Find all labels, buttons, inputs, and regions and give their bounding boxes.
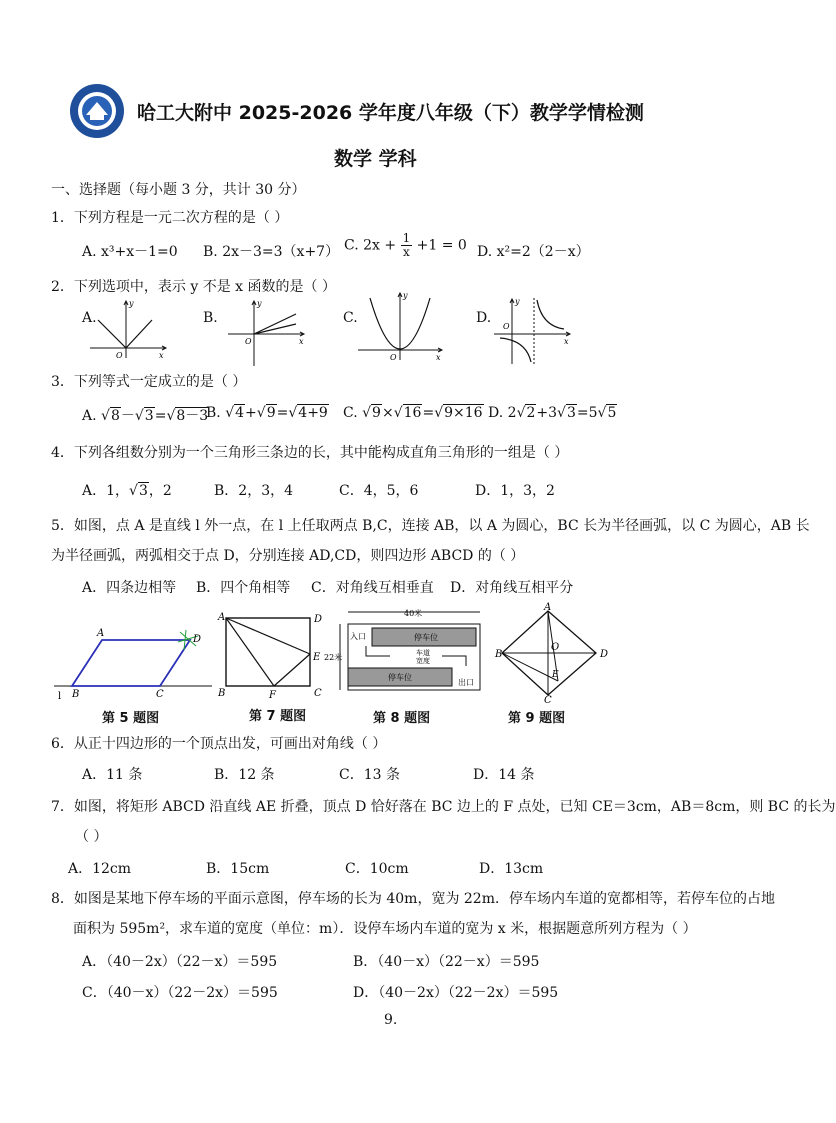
figure-9 — [495, 602, 620, 706]
q8-option-d: D．（40－2x）（22－2x）＝595 — [353, 985, 559, 1001]
q4-option-a: A．1，√3，2 — [82, 483, 172, 499]
svg-text:停车位: 停车位 — [388, 673, 412, 682]
q8-stem-line-2: 面积为 595m²，求车道的宽度（单位：m）．设停车场内车道的宽为 x 米，根据题意所列方程为（ ） — [73, 921, 697, 937]
svg-text:x: x — [436, 353, 441, 362]
svg-text:22米: 22米 — [324, 653, 343, 662]
svg-text:O: O — [245, 337, 252, 346]
q5-option-c: C．对角线互相垂直 — [311, 580, 434, 596]
figure-7 — [214, 610, 332, 702]
svg-text:D: D — [193, 634, 202, 645]
q1-option-b: B. 2x－3=3（x+7） — [203, 244, 340, 260]
q2-graph-a — [88, 298, 170, 360]
q2-option-a-label: A. — [82, 310, 97, 326]
figure-8 — [324, 606, 490, 698]
q4-option-d: D．1，3，2 — [475, 483, 555, 499]
svg-text:F: F — [269, 690, 276, 701]
section-heading: 一、选择题（每小题 3 分，共计 30 分） — [51, 182, 306, 198]
svg-text:l: l — [58, 691, 62, 702]
q3-option-a: A. √8－√3=√8－3 — [82, 408, 209, 424]
q8-stem-line-1: 8．如图是某地下停车场的平面示意图，停车场的长为 40m，宽为 22m．停车场内车道的宽都相等，若停车位的占地 — [51, 891, 775, 907]
q3-stem: 3．下列等式一定成立的是（ ） — [51, 374, 247, 390]
svg-text:C: C — [156, 689, 164, 700]
svg-text:入口: 入口 — [350, 632, 366, 641]
q1-option-a: A. x³+x－1=0 — [82, 244, 178, 260]
q1-stem: 1．下列方程是一元二次方程的是（ ） — [51, 210, 289, 226]
svg-text:A: A — [97, 628, 105, 639]
svg-text:B: B — [495, 649, 503, 660]
svg-text:D: D — [600, 649, 609, 660]
q5-stem-line-2: 为半径画弧，两弧相交于点 D，分别连接 AD,CD，则四边形 ABCD 的（ ） — [51, 548, 525, 564]
figure-5-caption: 第 5 题图 — [102, 711, 160, 726]
q7-stem-line-2: （ ） — [75, 829, 108, 845]
svg-text:O: O — [116, 351, 123, 360]
q6-stem: 6．从正十四边形的一个顶点出发，可画出对角线（ ） — [51, 736, 387, 752]
q8-option-c: C．（40－x）（22－2x）＝595 — [82, 985, 278, 1001]
q6-option-c: C．13 条 — [339, 767, 400, 783]
q7-option-c: C．10cm — [345, 861, 409, 877]
q8-option-a: A．（40－2x）（22－x）＝595 — [82, 954, 278, 970]
q5-option-b: B．四个角相等 — [196, 580, 291, 596]
q1-option-c: C. 2x + $\frac{1}{x}$ +1 = 0 — [344, 231, 467, 259]
q2-graph-b — [226, 298, 308, 368]
q2-option-d-label: D. — [476, 310, 492, 326]
svg-text:宽度: 宽度 — [416, 657, 430, 665]
svg-text:B: B — [72, 689, 80, 700]
q7-option-b: B．15cm — [206, 861, 270, 877]
figure-5 — [52, 620, 222, 702]
q2-graph-d — [492, 296, 574, 366]
svg-text:C: C — [544, 695, 552, 706]
svg-text:A: A — [544, 602, 552, 613]
figure-8-caption: 第 8 题图 — [373, 711, 431, 726]
q6-option-a: A．11 条 — [82, 767, 143, 783]
q6-option-b: B．12 条 — [214, 767, 275, 783]
svg-text:y: y — [515, 297, 520, 306]
svg-text:x: x — [159, 351, 164, 360]
svg-text:车道: 车道 — [416, 649, 430, 657]
q5-stem-line-1: 5．如图，点 A 是直线 l 外一点，在 l 上任取两点 B,C，连接 AB，以 A 为圆心，BC 长为半径画弧，以 C 为圆心，AB 长 — [51, 518, 810, 534]
svg-text:40米: 40米 — [404, 609, 423, 618]
svg-text:y: y — [403, 291, 408, 300]
svg-text:A: A — [218, 612, 226, 623]
svg-text:出口: 出口 — [458, 678, 474, 687]
svg-text:C: C — [314, 688, 322, 699]
q9-stem: 9. — [384, 1012, 398, 1028]
svg-text:E: E — [313, 652, 321, 663]
q2-graph-c — [356, 290, 446, 362]
q4-option-b: B．2，3，4 — [214, 483, 294, 499]
q2-option-b-label: B. — [203, 310, 218, 326]
q7-stem-line-1: 7．如图，将矩形 ABCD 沿直线 AE 折叠，顶点 D 恰好落在 BC 边上的 F 点处，已知 CE＝3cm，AB＝8cm，则 BC 的长为 — [51, 799, 836, 815]
q6-option-d: D．14 条 — [473, 767, 535, 783]
svg-text:E: E — [552, 670, 559, 680]
q7-option-a: A．12cm — [68, 861, 132, 877]
svg-text:x: x — [299, 337, 304, 346]
svg-text:x: x — [564, 337, 569, 346]
q3-option-c: C. √9×√16=√9×16 — [343, 405, 483, 421]
svg-text:O: O — [390, 353, 397, 362]
svg-text:y: y — [257, 299, 262, 308]
svg-text:O: O — [551, 642, 560, 653]
q8-option-b: B．（40－x）（22－x）＝595 — [353, 954, 540, 970]
svg-text:D: D — [314, 614, 323, 625]
q3-option-b: B. √4+√9=√4+9 — [206, 405, 328, 421]
q2-stem: 2．下列选项中，表示 y 不是 x 函数的是（ ） — [51, 279, 336, 295]
figure-7-caption: 第 7 题图 — [249, 709, 307, 724]
svg-text:停车位: 停车位 — [414, 633, 438, 642]
svg-text:y: y — [129, 299, 134, 308]
school-logo — [68, 82, 126, 140]
page-subtitle: 数学 学科 — [334, 148, 417, 170]
q5-option-d: D．对角线互相平分 — [450, 580, 574, 596]
q4-stem: 4．下列各组数分别为一个三角形三条边的长，其中能构成直角三角形的一组是（ ） — [51, 445, 569, 461]
q1-option-d: D. x²=2（2－x） — [477, 244, 590, 260]
q2-option-c-label: C. — [343, 310, 358, 326]
q3-option-d: D. 2√2+3√3=5√5 — [488, 405, 617, 421]
svg-text:B: B — [218, 688, 226, 699]
q5-option-a: A．四条边相等 — [82, 580, 177, 596]
q1-fraction: $\frac{1}{x}$ — [402, 231, 411, 259]
q4-option-c: C．4，5，6 — [339, 483, 419, 499]
page-title: 哈工大附中 2025-2026 学年度八年级（下）教学学情检测 — [137, 102, 644, 124]
q7-option-d: D．13cm — [479, 861, 544, 877]
svg-text:O: O — [503, 322, 510, 331]
figure-9-caption: 第 9 题图 — [508, 711, 566, 726]
